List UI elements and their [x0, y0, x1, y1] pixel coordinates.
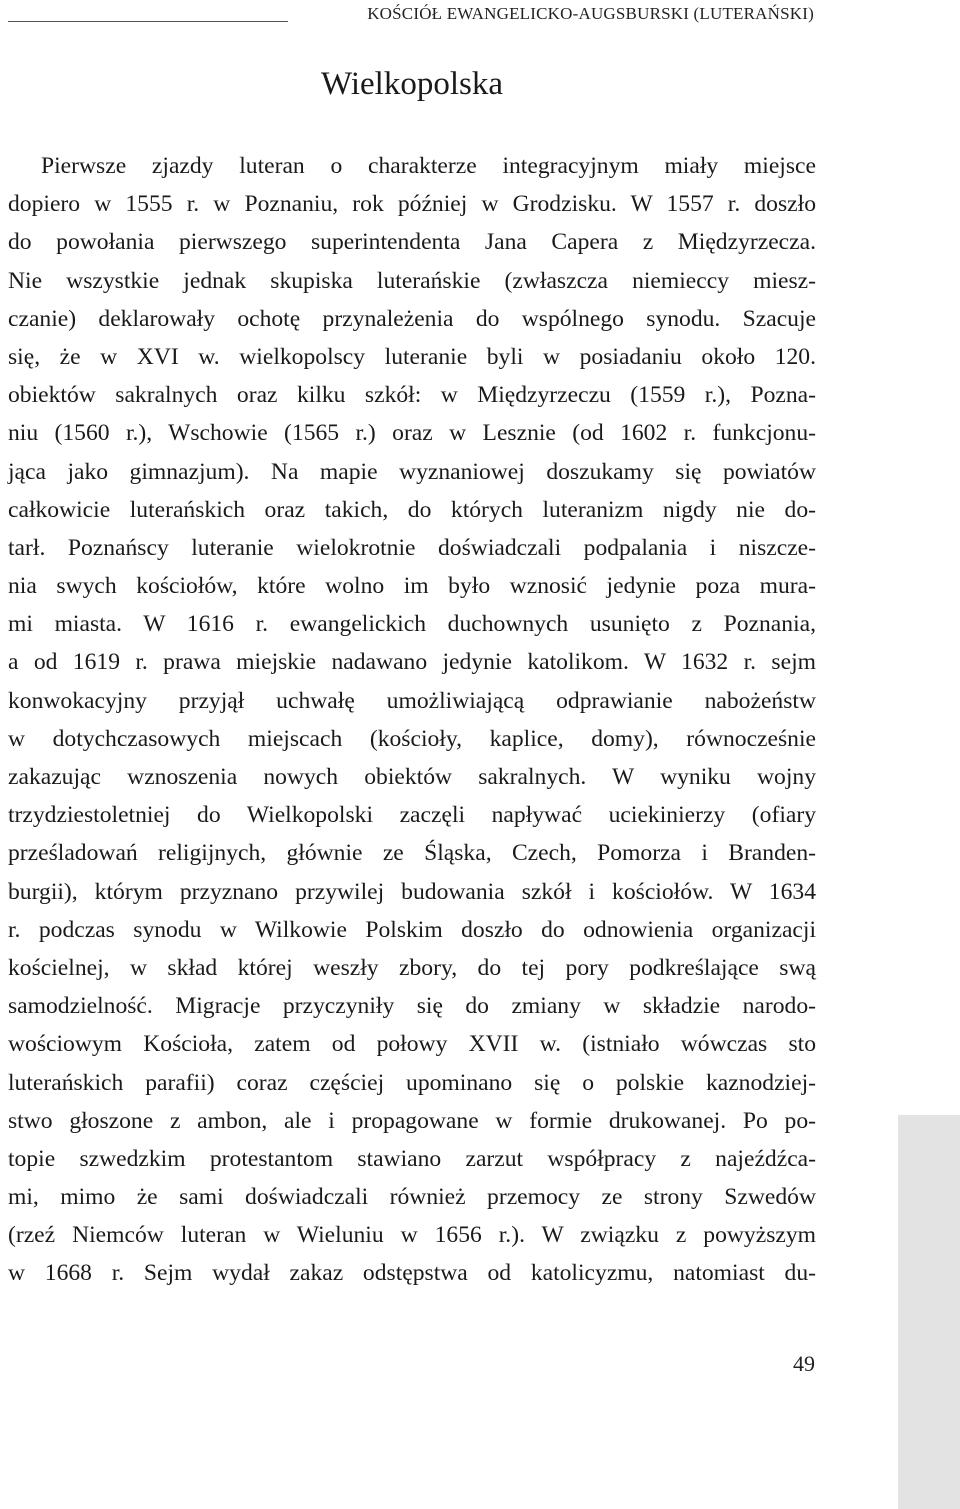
text-line: obiektów sakralnych oraz kilku szkół: w Międzyrzeczu (1559 r.), Pozna- — [8, 382, 816, 409]
text-line: do powołania pierwszego superintendenta Jana Capera z Międzyrzecza. — [8, 229, 816, 256]
header-rule — [8, 21, 288, 22]
thumb-index-tab — [898, 1115, 960, 1509]
text-line: jąca jako gimnazjum). Na mapie wyznaniowej doszukamy się powiatów — [8, 458, 816, 485]
running-head: KOŚCIÓŁ EWANGELICKO-AUGSBURSKI (LUTERAŃSKI) — [367, 4, 814, 23]
text-line: luterańskich parafii) coraz częściej upominano się o polskie kaznodziej- — [8, 1069, 816, 1096]
text-line: r. podczas synodu w Wilkowie Polskim doszło do odnowienia organizacji — [8, 916, 816, 943]
body-paragraph — [8, 147, 816, 1293]
text-line: prześladowań religijnych, głównie ze Śląska, Czech, Pomorza i Branden- — [8, 840, 816, 867]
text-line: całkowicie luterańskich oraz takich, do których luteranizm nigdy nie do- — [8, 496, 816, 523]
text-line: dopiero w 1555 r. w Poznaniu, rok później w Grodzisku. W 1557 r. doszło — [8, 191, 816, 218]
text-line: kościelnej, w skład której weszły zbory, do tej pory podkreślające swą — [8, 954, 816, 981]
text-line: trzydziestoletniej do Wielkopolski zaczęli napływać uciekinierzy (ofiary — [8, 802, 816, 829]
text-line: czanie) deklarowały ochotę przynależenia do wspólnego synodu. Szacuje — [8, 305, 816, 332]
text-line: zakazując wznoszenia nowych obiektów sakralnych. W wyniku wojny — [8, 764, 816, 790]
text-line: topie szwedzkim protestantom stawiano zarzut współpracy z najeźdźca- — [8, 1145, 816, 1172]
text-line: Nie wszystkie jednak skupiska luterańskie (zwłaszcza niemieccy miesz- — [8, 267, 816, 294]
text-line: mi miasta. W 1616 r. ewangelickich duchownych usunięto z Poznania, — [8, 611, 816, 638]
text-line: konwokacyjny przyjął uchwałę umożliwiającą odprawianie nabożeństw — [8, 687, 816, 714]
page-number: 49 — [793, 1351, 815, 1376]
text-line: stwo głoszone z ambon, ale i propagowane w formie drukowanej. Po po- — [8, 1107, 816, 1134]
text-line: samodzielność. Migracje przyczyniły się do zmiany w składzie narodo- — [8, 993, 816, 1020]
section-title: Wielkopolska — [321, 66, 503, 102]
text-line: nia swych kościołów, które wolno im było wznosić jedynie poza mura- — [8, 573, 816, 600]
text-line: się, że w XVI w. wielkopolscy luteranie byli w posiadaniu około 120. — [8, 343, 816, 370]
text-line: wościowym Kościoła, zatem od połowy XVII w. (istniało wówczas sto — [8, 1031, 816, 1058]
text-line: niu (1560 r.), Wschowie (1565 r.) oraz w Lesznie (od 1602 r. funkcjonu- — [8, 420, 816, 447]
text-line: w 1668 r. Sejm wydał zakaz odstępstwa od katolicyzmu, natomiast du- — [8, 1260, 816, 1287]
text-line: tarł. Poznańscy luteranie wielokrotnie doświadczali podpalania i niszcze- — [8, 534, 816, 561]
text-line: Pierwsze zjazdy luteran o charakterze integracyjnym miały miejsce — [41, 153, 816, 179]
text-line: mi, mimo że sami doświadczali również przemocy ze strony Szwedów — [8, 1184, 816, 1211]
text-line: w dotychczasowych miejscach (kościoły, kaplice, domy), równocześnie — [8, 725, 816, 752]
text-line: (rzeź Niemców luteran w Wieluniu w 1656 r.). W związku z powyższym — [8, 1222, 816, 1249]
text-line: burgii), którym przyznano przywilej budowania szkół i kościołów. W 1634 — [8, 878, 816, 905]
text-line: a od 1619 r. prawa miejskie nadawano jedynie katolikom. W 1632 r. sejm — [8, 649, 816, 676]
